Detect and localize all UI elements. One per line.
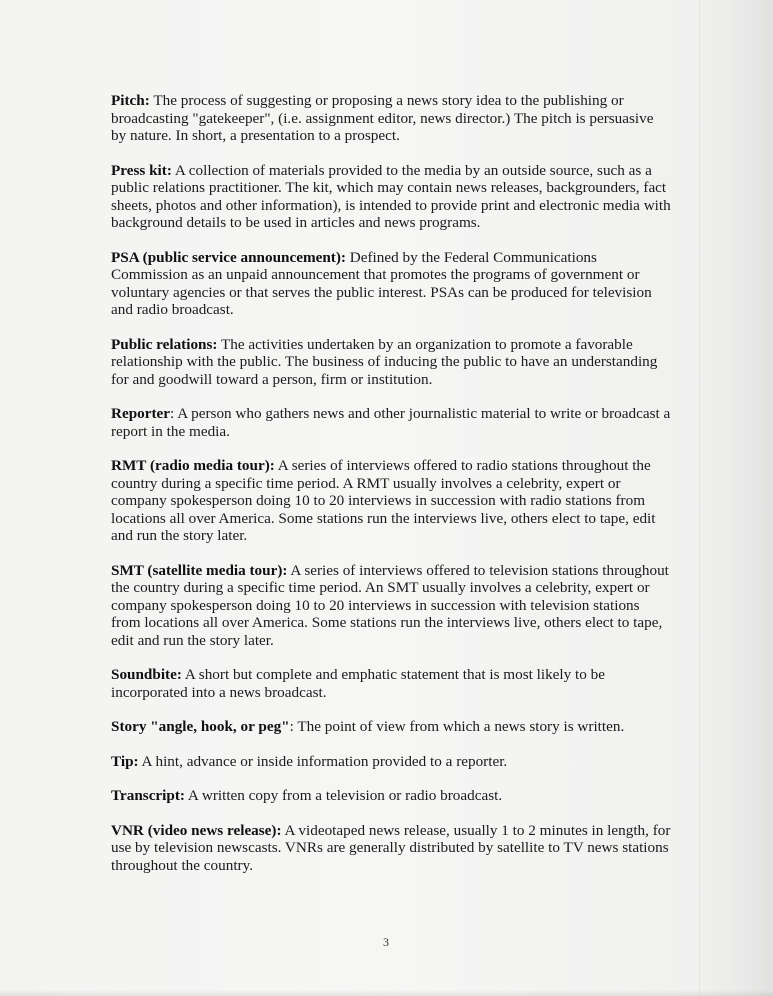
scan-shadow-bottom <box>0 990 773 996</box>
glossary-term: Public relations: <box>111 335 218 353</box>
glossary-definition: A videotaped news release, usually 1 to 2 minutes in length, for use by television newscasts. VNRs are generally distributed by satellite to TV news stations throughout the country. <box>111 821 671 874</box>
glossary-definition: The process of suggesting or proposing a news story idea to the publishing or broadcasting "gatekeeper", (i.e. assignment editor, news director.) The pitch is persuasive by nature. In short, a presentation to a prospect. <box>111 92 654 144</box>
scan-crease-line <box>699 0 700 996</box>
glossary-entry-psa <box>111 249 671 319</box>
glossary-term: Transcript: <box>111 787 185 804</box>
glossary-term: Reporter <box>111 405 171 422</box>
glossary-entry-public-relations <box>111 336 671 389</box>
glossary-entry-story-angle <box>111 718 671 736</box>
glossary-term: Press kit: <box>111 161 172 179</box>
glossary-definition: A hint, advance or inside information provided to a reporter. <box>138 752 508 770</box>
glossary-definition: The activities undertaken by an organization to promote a favorable relationship with the public. The business of inducing the public to have an understanding for and goodwill toward a person, firm or institution. <box>111 335 658 388</box>
glossary-entry-smt <box>111 562 671 650</box>
glossary-term: Tip: <box>111 752 139 770</box>
glossary-entry-pitch <box>111 92 671 145</box>
glossary-entry-tip <box>111 753 671 771</box>
glossary-entry-rmt <box>111 457 671 545</box>
glossary-term: RMT (radio media tour): <box>111 457 275 474</box>
glossary-term: Soundbite: <box>111 666 182 683</box>
glossary-definition: : The point of view from which a news story is written. <box>289 718 625 735</box>
page-number: 3 <box>383 935 389 949</box>
glossary-entry-reporter <box>111 405 671 440</box>
glossary-term: SMT (satellite media tour): <box>111 561 288 579</box>
glossary-definition: : A person who gathers news and other journalistic material to write or broadcast a report in the media. <box>111 405 671 440</box>
glossary-term: Story "angle, hook, or peg" <box>111 718 290 735</box>
glossary-entry-vnr <box>111 822 671 875</box>
glossary-definition: A short but complete and emphatic statement that is most likely to be incorporated into a news broadcast. <box>111 666 605 701</box>
glossary-entry-soundbite <box>111 666 671 701</box>
glossary-entry-press-kit <box>111 162 671 232</box>
glossary-term: VNR (video news release): <box>111 821 282 839</box>
glossary-definition: A series of interviews offered to radio stations throughout the country during a specific time period. A RMT usually involves a celebrity, expert or company spokesperson doing 10 to 20 interviews in succession with radio stations from locations all over America. Some stations run the interviews live, others elect to tape, edit and run the story later. <box>111 457 656 544</box>
glossary-definition: A written copy from a television or radio broadcast. <box>184 787 503 804</box>
glossary-term: Pitch: <box>111 92 150 109</box>
glossary-entry-transcript <box>111 787 671 805</box>
glossary-definition: A collection of materials provided to the media by an outside source, such as a public relations practitioner. The kit, which may contain news releases, backgrounders, fact sheets, photos and other information), is intended to provide print and electronic media with background details to be used in articles and news programs. <box>111 161 671 231</box>
glossary-term: PSA (public service announcement): <box>111 248 346 266</box>
glossary-body <box>111 92 671 891</box>
glossary-definition: A series of interviews offered to television stations throughout the country during a specific time period. An SMT usually involves a celebrity, expert or company spokesperson doing 10 to 20 interviews in succession with television stations from locations all over America. Some stations run the interviews live, others elect to tape, edit and run the story later. <box>111 561 669 649</box>
scan-shadow-right <box>693 0 773 996</box>
glossary-definition: Defined by the Federal Communications Commission as an unpaid announcement that promotes the programs of government or voluntary agencies or that serves the public interest. PSAs can be produced for television and radio broadcast. <box>111 248 652 318</box>
